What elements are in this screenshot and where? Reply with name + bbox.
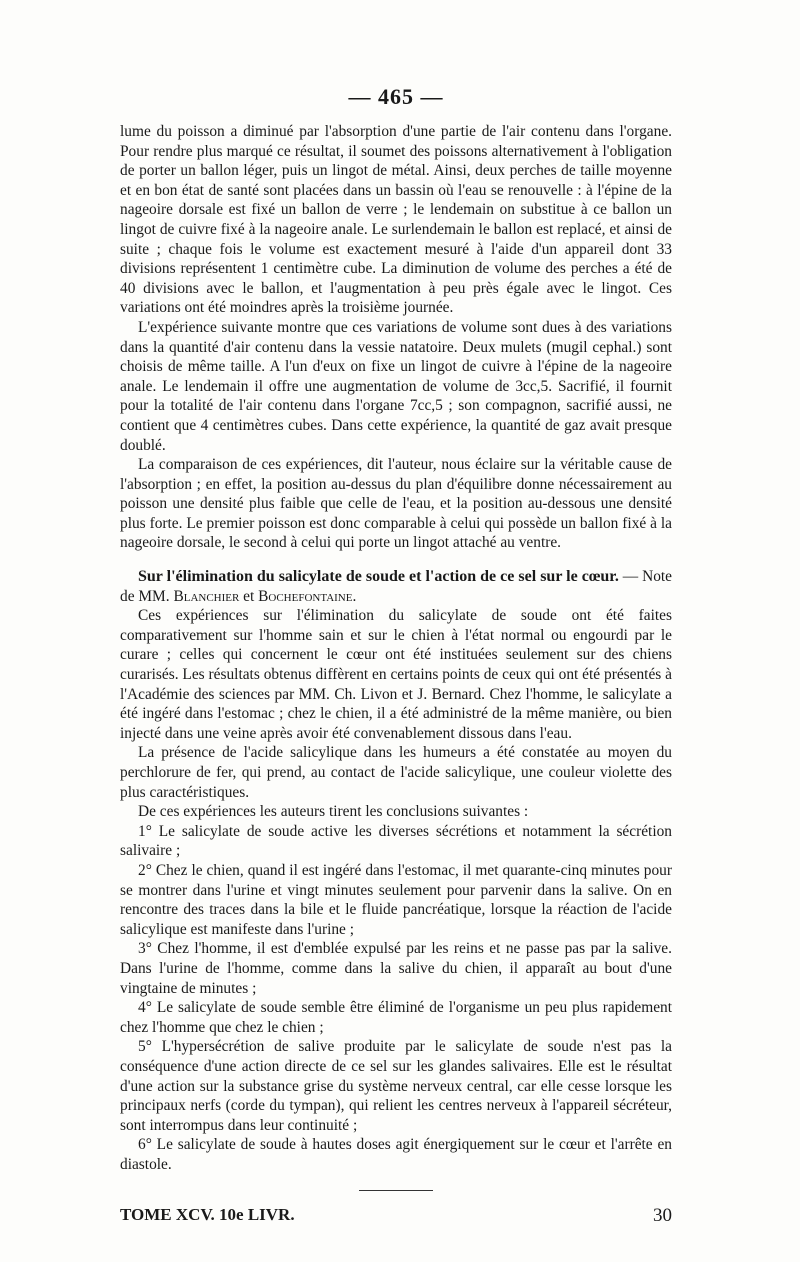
- paragraph-continuation: lume du poisson a diminué par l'absorption d'une partie de l'air contenu dans l'organe. Pour rendre plus marqué ce résultat, il soumet des poissons alternativement à l'obligation de porter un ballon léger, puis un lingot de métal. Ainsi, deux perches de taille moyenne et en bon état de santé sont placées dans un bassin où l'eau se renouvelle : à l'épine de la nageoire dorsale est fixé un ballon de verre ; le lendemain on substitue à ce ballon un lingot de cuivre fixé à la nageoire anale. Le surlendemain le ballon est replacé, et ainsi de suite ; chaque fois le volume est exactement mesuré à l'aide d'un appareil dont 33 divisions représentent 1 centimètre cube. La diminution de volume des perches a été de 40 divisions avec le ballon, et l'augmentation à peu près égale avec le lingot. Ces variations ont été moindres après la troisième journée.: [120, 123, 672, 317]
- conclusion-item: 4° Le salicylate de soude semble être éliminé de l'organisme un peu plus rapidement chez l'homme que chez le chien ;: [120, 999, 672, 1036]
- conclusion-item: 1° Le salicylate de soude active les diverses sécrétions et notamment la sécrétion salivaire ;: [120, 822, 672, 860]
- conclusion-item: 5° L'hypersécrétion de salive produite par le salicylate de soude n'est pas la conséquence d'une action directe de ce sel sur les glandes salivaires. Elle est le résultat d'une action sur la substance grise du système nerveux central, car elle cesse lorsque les principaux nerfs (corde du tympan), qui relient les centres nerveux à l'appareil sécréteur, sont interrompus dans leur continuité ;: [120, 1038, 672, 1134]
- conclusion-item: 3° Chez l'homme, il est d'emblée expulsé par les reins et ne passe pas par la salive. Dans l'urine de l'homme, comme dans la salive du chien, il apparaît au bout d'une vingtaine de minutes ;: [120, 940, 672, 997]
- page-footer: [120, 1205, 672, 1227]
- footer-rule: [359, 1190, 433, 1191]
- paragraph: De ces expériences les auteurs tirent les conclusions suivantes :: [138, 803, 529, 821]
- page-number: — 465 —: [348, 84, 444, 109]
- author-name: Blanchier: [173, 587, 240, 605]
- author-conjunction: et: [239, 587, 259, 605]
- paragraph: L'expérience suivante montre que ces variations de volume sont dues à des variations dans la quantité d'air contenu dans la vessie natatoire. Deux mulets (mugil cephal.) sont choisis de même taille. A l'un d'eux on fixe un lingot de cuivre à l'épine de la nageoire anale. Le lendemain il offre une augmentation de volume de 3cc,5. Sacrifié, il fournit pour la totalité de l'air contenu dans l'organe 7cc,5 ; son compagnon, sacrifié aussi, ne contient que 4 centimètres cubes. Dans cette expérience, la quantité de gaz avait presque doublé.: [120, 318, 672, 454]
- author-name: Bochefontaine.: [258, 587, 357, 605]
- conclusion-item: 2° Chez le chien, quand il est ingéré dans l'estomac, il met quarante-cinq minutes pour se montrer dans l'urine et vingt minutes seulement pour parvenir dans la salive. On en rencontre des traces dans la bile et le fluide pancréatique, lorsque la réaction de l'acide salicylique est manifeste dans l'urine ;: [120, 861, 672, 938]
- paragraph: La présence de l'acide salicylique dans les humeurs a été constatée au moyen du perchlorure de fer, qui prend, au contact de l'acide salicylique, une couleur violette des plus caractéristiques.: [120, 744, 672, 801]
- paragraph: La comparaison de ces expériences, dit l'auteur, nous éclaire sur la véritable cause de l'absorption ; en effet, la position au-dessus du plan d'équilibre donne nécessairement au poisson une densité plus faible que celle de l'eau, et la position au-dessous une densité plus forte. Le premier poisson est donc comparable à celui qui possède un ballon fixé à la nageoire dorsale, le second à celui qui porte un lingot attaché au ventre.: [120, 456, 672, 552]
- paragraph: Ces expériences sur l'élimination du salicylate de soude ont été faites comparativement sur l'homme sain et sur le chien à l'état normal ou engourdi par le curare ; celles qui concernent le cœur ont été instituées seulement sur des chiens curarisés. Les résultats obtenus diffèrent en certains points de ceux qui ont été présentés à l'Académie des sciences par MM. Ch. Livon et J. Bernard. Chez l'homme, le salicylate a été ingéré dans l'estomac ; chez le chien, il a été administré de la même manière, ou bien injecté dans une veine après avoir été convenablement dissous dans l'eau.: [120, 607, 672, 742]
- conclusion-item: 6° Le salicylate de soude à hautes doses agit énergiquement sur le cœur et l'arrête en diastole.: [120, 1136, 672, 1173]
- heading-dash: —: [618, 568, 643, 586]
- article-title: Sur l'élimination du salicylate de soude et l'action de ce sel sur le cœur.: [138, 568, 619, 586]
- article-heading: [120, 567, 672, 606]
- sheet-number: 30: [653, 1205, 672, 1227]
- volume-signature: TOME XCV. 10e LIVR.: [120, 1205, 295, 1225]
- note-prefix: Note de MM.: [120, 568, 672, 605]
